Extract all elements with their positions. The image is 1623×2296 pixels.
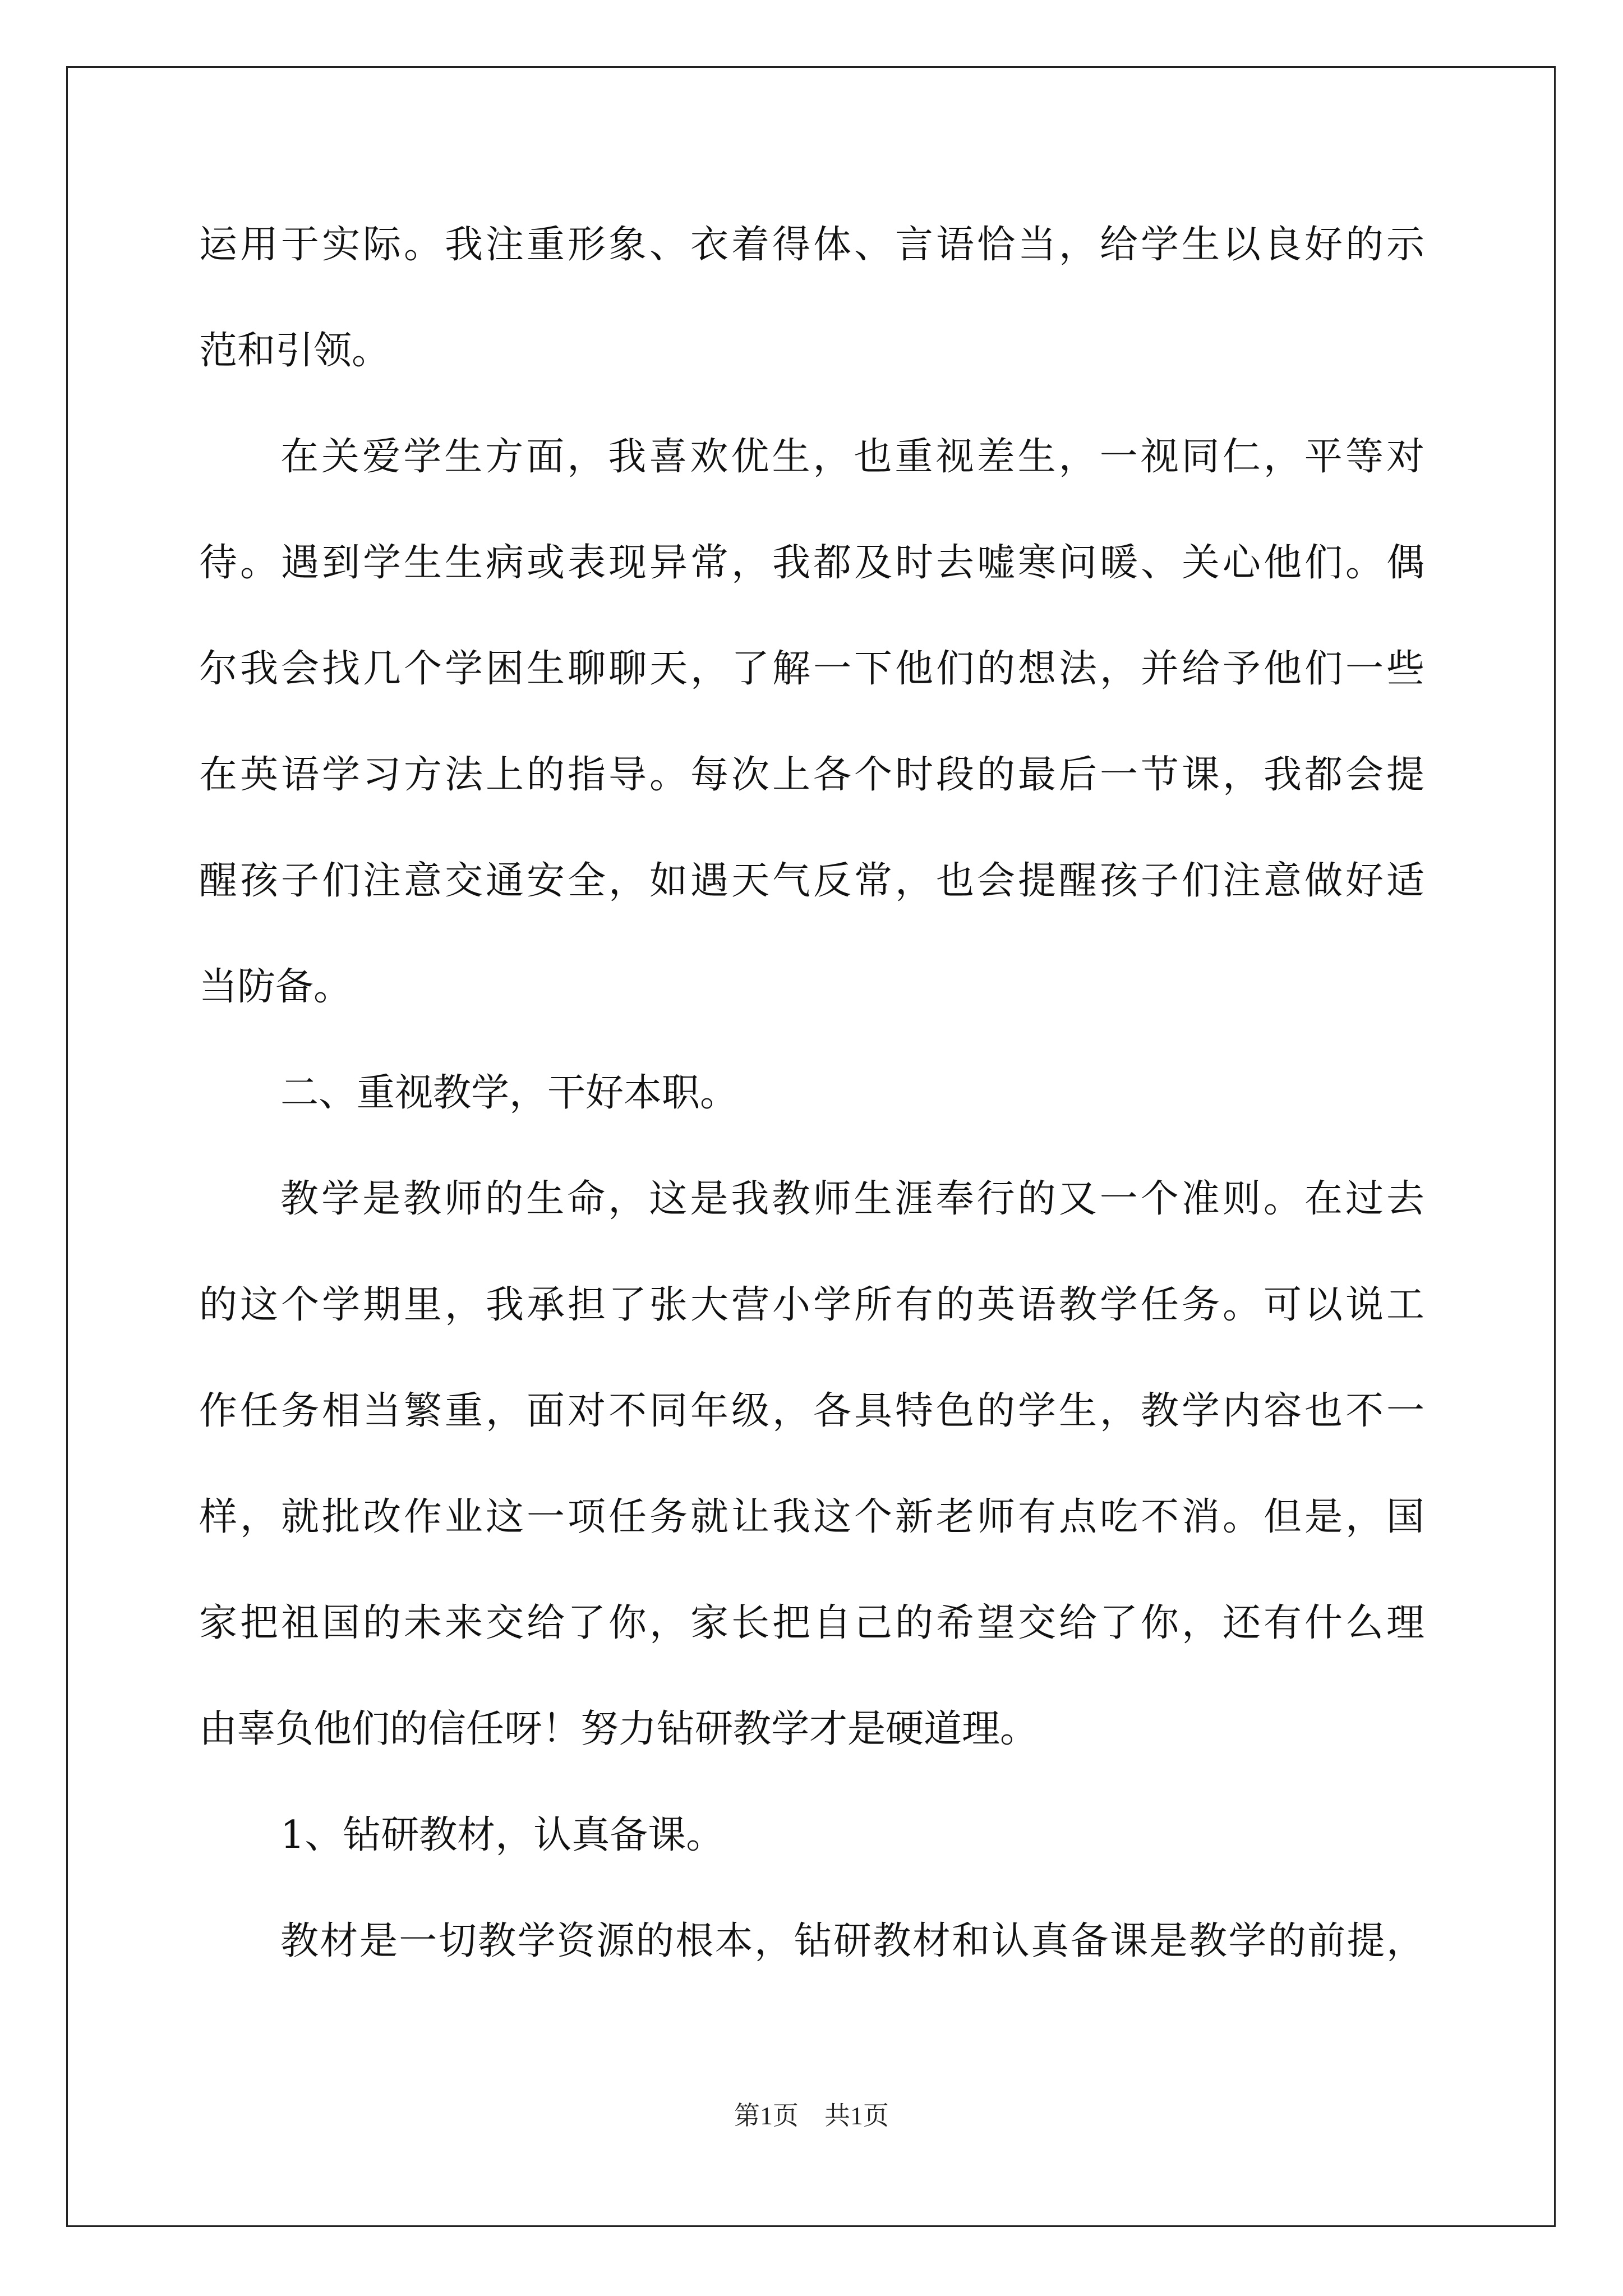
- paragraph-line: 在关爱学生方面，我喜欢优生，也重视差生，一视同仁，平等对: [280, 435, 1424, 479]
- section-heading: 二、重视教学，干好本职。: [280, 1071, 739, 1115]
- paragraph-line: 教材是一切教学资源的根本，钻研教材和认真备课是教学的前提，: [280, 1919, 1424, 1963]
- page-footer: 第1页 共1页: [734, 2101, 889, 2130]
- subsection-heading: 1、钻研教材，认真备课。: [280, 1813, 725, 1857]
- paragraph-line: 范和引领。: [199, 329, 390, 373]
- paragraph-line: 样，就批改作业这一项任务就让我这个新老师有点吃不消。但是，国: [199, 1495, 1424, 1539]
- paragraph-line: 当防备。: [199, 965, 352, 1009]
- paragraph-line: 教学是教师的生命，这是我教师生涯奉行的又一个准则。在过去: [280, 1177, 1424, 1221]
- paragraph-line: 尔我会找几个学困生聊聊天，了解一下他们的想法，并给予他们一些: [199, 647, 1424, 691]
- paragraph-line: 的这个学期里，我承担了张大营小学所有的英语教学任务。可以说工: [199, 1283, 1424, 1327]
- paragraph-line: 家把祖国的未来交给了你，家长把自己的希望交给了你，还有什么理: [199, 1601, 1424, 1645]
- paragraph-line: 待。遇到学生生病或表现异常，我都及时去嘘寒问暖、关心他们。偶: [199, 541, 1424, 585]
- page-border: [66, 66, 1556, 2227]
- paragraph-line: 作任务相当繁重，面对不同年级，各具特色的学生，教学内容也不一: [199, 1389, 1424, 1433]
- paragraph-line: 醒孩子们注意交通安全，如遇天气反常，也会提醒孩子们注意做好适: [199, 859, 1424, 903]
- paragraph-line: 运用于实际。我注重形象、衣着得体、言语恰当，给学生以良好的示: [199, 223, 1424, 267]
- paragraph-line: 由辜负他们的信任呀！努力钻研教学才是硬道理。: [199, 1707, 1039, 1751]
- paragraph-line: 在英语学习方法上的指导。每次上各个时段的最后一节课，我都会提: [199, 753, 1424, 797]
